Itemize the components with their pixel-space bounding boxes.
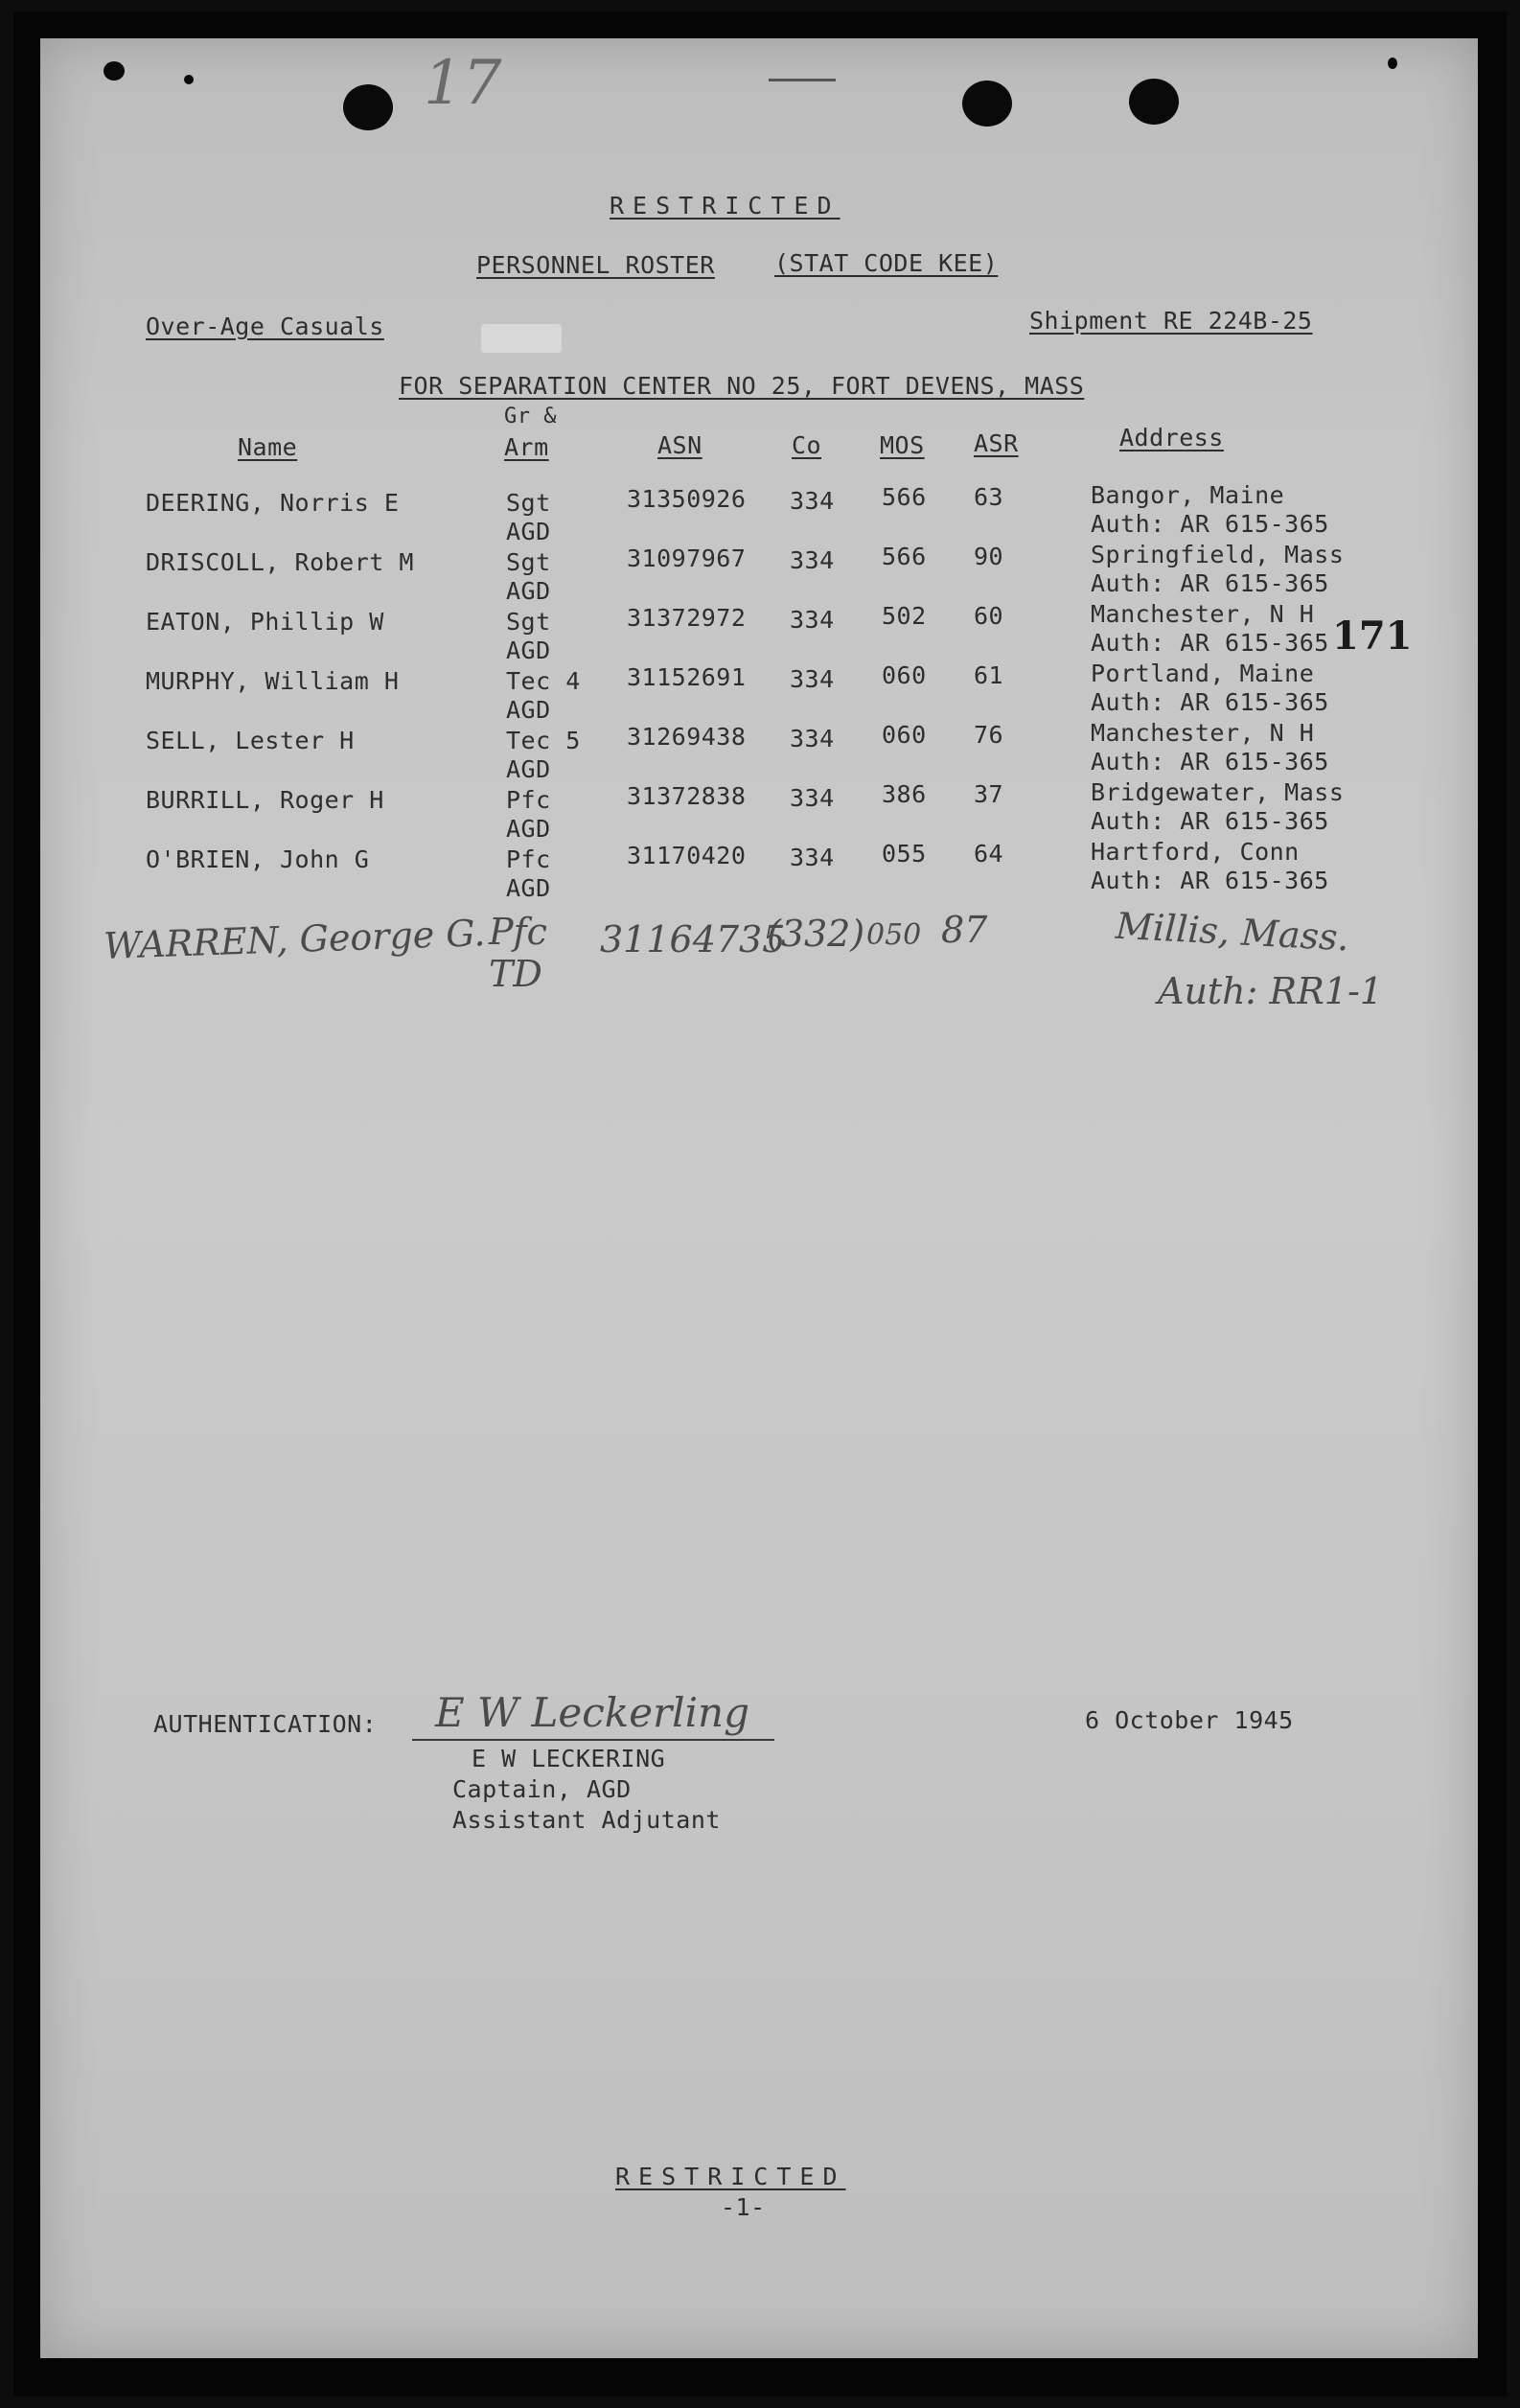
row-grade: Tec 5 — [506, 727, 581, 754]
row-city: Manchester, N H — [1091, 600, 1315, 628]
punch-mark — [1388, 58, 1397, 69]
row-city: Springfield, Mass — [1091, 541, 1345, 568]
row-co: 334 — [790, 725, 835, 752]
row-mos: 566 — [882, 543, 927, 570]
pen-stroke — [769, 79, 836, 81]
row-asr: 76 — [974, 721, 1004, 749]
row-auth: Auth: AR 615-365 — [1091, 569, 1329, 597]
row-city: Bridgewater, Mass — [1091, 778, 1345, 806]
row-co: 334 — [790, 606, 835, 634]
row-asr: 63 — [974, 483, 1004, 511]
row-grade: Pfc — [506, 845, 551, 873]
punch-hole — [1129, 79, 1179, 125]
row-city: Bangor, Maine — [1091, 481, 1285, 509]
row-grade: Pfc — [506, 786, 551, 814]
row-grade: Sgt — [506, 608, 551, 636]
row-mos: 566 — [882, 483, 927, 511]
row-asn: 31097967 — [627, 544, 747, 572]
handwritten-mos: 050 — [866, 918, 922, 952]
stamped-page-number: 171 — [1332, 614, 1413, 659]
signature-line — [412, 1739, 774, 1741]
row-name: SELL, Lester H — [146, 727, 355, 754]
row-arm: AGD — [506, 696, 551, 724]
row-asr: 37 — [974, 780, 1004, 808]
roster-title: PERSONNEL ROSTER — [476, 251, 715, 279]
handwritten-co: (332) — [767, 913, 865, 955]
handwritten-asn: 31164735 — [600, 918, 786, 961]
shipment-number: Shipment RE 224B-25 — [1029, 307, 1313, 335]
col-header-grade-top: Gr & — [504, 405, 557, 428]
row-city: Manchester, N H — [1091, 719, 1315, 747]
row-co: 334 — [790, 844, 835, 871]
page-number: -1- — [721, 2193, 766, 2221]
paper-smudge — [481, 324, 562, 353]
row-arm: AGD — [506, 815, 551, 843]
row-grade: Sgt — [506, 548, 551, 576]
row-arm: AGD — [506, 874, 551, 902]
typed-signer-name: E W LECKERING — [472, 1745, 666, 1772]
document-page — [40, 38, 1478, 2358]
row-auth: Auth: AR 615-365 — [1091, 807, 1329, 835]
row-arm: AGD — [506, 518, 551, 545]
row-asn: 31152691 — [627, 663, 747, 691]
row-city: Portland, Maine — [1091, 660, 1315, 687]
row-city: Hartford, Conn — [1091, 838, 1300, 866]
row-name: MURPHY, William H — [146, 667, 400, 695]
row-name: O'BRIEN, John G — [146, 845, 370, 873]
row-co: 334 — [790, 487, 835, 515]
row-grade: Tec 4 — [506, 667, 581, 695]
row-arm: AGD — [506, 755, 551, 783]
col-header-asn: ASN — [657, 431, 702, 459]
corner-handwritten-mark: 17 — [424, 48, 502, 119]
row-asn: 31372972 — [627, 604, 747, 632]
group-label: Over-Age Casuals — [146, 313, 384, 340]
col-header-address: Address — [1119, 424, 1224, 452]
signature: E W Leckerling — [435, 1689, 749, 1736]
col-header-co: Co — [792, 431, 822, 459]
row-asn: 31350926 — [627, 485, 747, 513]
handwritten-name: WARREN, George G. — [103, 912, 487, 967]
destination-line: FOR SEPARATION CENTER NO 25, FORT DEVENS, MASS — [399, 372, 1085, 400]
punch-hole — [343, 84, 393, 130]
row-arm: AGD — [506, 637, 551, 664]
handwritten-asr: 87 — [941, 909, 988, 951]
row-asr: 64 — [974, 840, 1004, 868]
row-co: 334 — [790, 546, 835, 574]
stat-code: (STAT CODE KEE) — [774, 249, 999, 277]
signer-rank: Captain, AGD — [452, 1775, 632, 1803]
row-auth: Auth: AR 615-365 — [1091, 629, 1329, 657]
row-mos: 060 — [882, 721, 927, 749]
row-auth: Auth: AR 615-365 — [1091, 688, 1329, 716]
authentication-label: AUTHENTICATION: — [153, 1710, 378, 1738]
col-header-name: Name — [238, 433, 298, 461]
row-co: 334 — [790, 665, 835, 693]
row-name: EATON, Phillip W — [146, 608, 384, 636]
row-asn: 31372838 — [627, 782, 747, 810]
row-name: DRISCOLL, Robert M — [146, 548, 414, 576]
signer-title: Assistant Adjutant — [452, 1806, 721, 1834]
row-mos: 055 — [882, 840, 927, 868]
row-asn: 31269438 — [627, 723, 747, 751]
row-auth: Auth: AR 615-365 — [1091, 748, 1329, 776]
handwritten-arm: TD — [489, 953, 542, 995]
restricted-heading: RESTRICTED — [610, 192, 841, 220]
row-mos: 502 — [882, 602, 927, 630]
punch-hole — [962, 81, 1012, 127]
restricted-footer: RESTRICTED — [615, 2163, 846, 2190]
handwritten-city: Millis, Mass. — [1115, 904, 1350, 960]
row-name: BURRILL, Roger H — [146, 786, 384, 814]
row-name: DEERING, Norris E — [146, 489, 400, 517]
row-mos: 386 — [882, 780, 927, 808]
row-asn: 31170420 — [627, 842, 747, 869]
row-auth: Auth: AR 615-365 — [1091, 510, 1329, 538]
row-asr: 60 — [974, 602, 1004, 630]
col-header-mos: MOS — [880, 431, 925, 459]
row-co: 334 — [790, 784, 835, 812]
row-asr: 61 — [974, 661, 1004, 689]
row-asr: 90 — [974, 543, 1004, 570]
handwritten-grade: Pfc — [489, 911, 547, 953]
punch-mark — [104, 61, 125, 81]
handwritten-auth: Auth: RR1-1 — [1158, 970, 1383, 1012]
col-header-asr: ASR — [974, 429, 1019, 457]
row-grade: Sgt — [506, 489, 551, 517]
punch-mark — [184, 75, 194, 84]
row-mos: 060 — [882, 661, 927, 689]
row-auth: Auth: AR 615-365 — [1091, 867, 1329, 894]
row-arm: AGD — [506, 577, 551, 605]
document-date: 6 October 1945 — [1085, 1706, 1294, 1734]
col-header-grade-arm: Arm — [504, 433, 549, 461]
